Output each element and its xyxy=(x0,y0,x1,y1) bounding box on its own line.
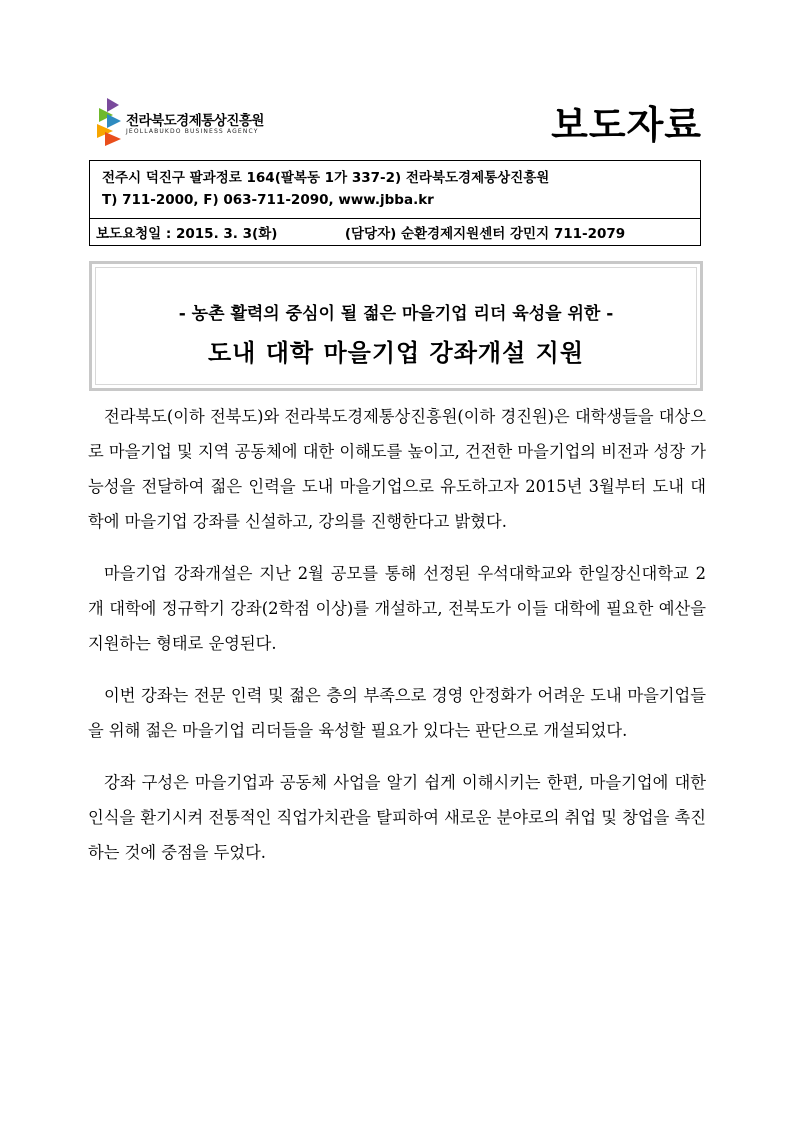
org-name-en: JEOLLABUKDO BUSINESS AGENCY xyxy=(126,128,259,135)
org-logo xyxy=(95,98,295,148)
paragraph: 강좌 구성은 마을기업과 공동체 사업을 알기 쉽게 이해시키는 한편, 마을기업에 대한 인식을 환기시켜 전통적인 직업가치관을 탈피하여 새로운 분야로의 취업 및 창업을 촉진하는 것에 중점을 두었다. xyxy=(88,773,706,862)
doc-type-title: 보도자료 xyxy=(551,103,702,147)
jbba-logo-icon xyxy=(95,98,125,146)
paragraph: 마을기업 강좌개설은 지난 2월 공모를 통해 선정된 우석대학교와 한일장신대학교 2개 대학에 정규학기 강좌(2학점 이상)를 개설하고, 전북도가 이들 대학에 필요한 예산을 지원하는 형태로 운영된다. xyxy=(88,564,706,653)
paragraph: 전라북도(이하 전북도)와 전라북도경제통상진흥원(이하 경진원)은 대학생들을 대상으로 마을기업 및 지역 공동체에 대한 이해도를 높이고, 건전한 마을기업의 비전과 성장 가능성을 전달하여 젊은 인력을 도내 마을기업으로 유도하고자 2015년 3월부터 도내 대학에 마을기업 강좌를 신설하고, 강의를 진행한다고 밝혔다. xyxy=(88,407,706,531)
headline-subtitle: - 농촌 활력의 중심이 될 젊은 마을기업 리더 육성을 위한 - xyxy=(178,304,614,324)
table-divider xyxy=(90,218,700,219)
request-line xyxy=(96,222,700,242)
request-date: 보도요청일 : 2015. 3. 3(화) xyxy=(96,226,278,242)
contact-line: T) 711-2000, F) 063-711-2090, www.jbba.kr xyxy=(102,192,434,208)
contact-person: (담당자) 순환경제지원센터 강민지 711-2079 xyxy=(344,226,626,242)
headline-box xyxy=(89,261,703,391)
org-name: 전라북도경제통상진흥원 xyxy=(126,113,264,129)
headline-title: 도내 대학 마을기업 강좌개설 지원 xyxy=(208,339,584,367)
paragraph: 이번 강좌는 전문 인력 및 젊은 층의 부족으로 경영 안정화가 어려운 도내 마을기업들을 위해 젊은 마을기업 리더들을 육성할 필요가 있다는 판단으로 개설되었다. xyxy=(88,686,706,740)
article-body xyxy=(88,399,706,887)
address-line: 전주시 덕진구 팔과정로 164(팔복동 1가 337-2) 전라북도경제통상진흥원 xyxy=(102,170,550,186)
contact-info-table xyxy=(89,160,701,246)
